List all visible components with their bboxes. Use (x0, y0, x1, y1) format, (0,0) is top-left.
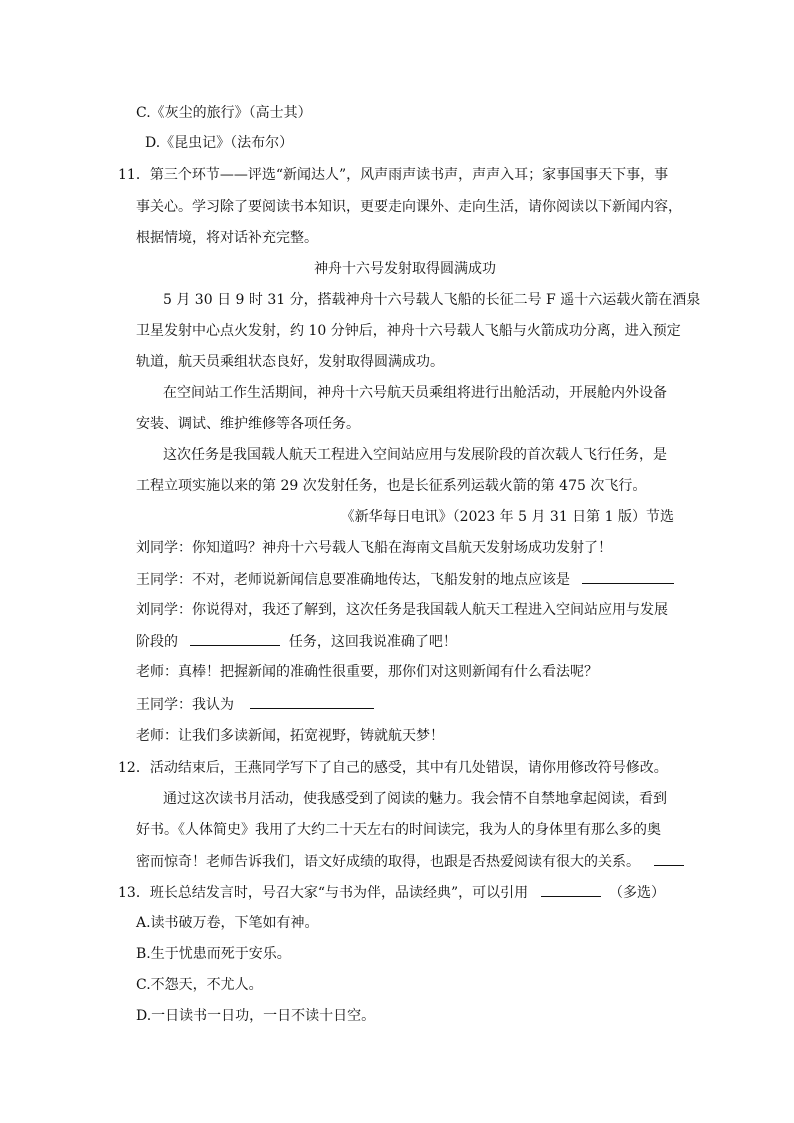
dialogue-liu-1: 刘同学：你知道吗？神舟十六号载人飞船在海南文昌航天发射场成功发射了！ (136, 540, 612, 556)
dialogue-liu-2b-post: 任务，这回我说准确了吧！ (288, 634, 457, 650)
q12-line3 (136, 851, 684, 872)
answer-blank-launch-site[interactable] (582, 569, 674, 584)
q13-stem (118, 882, 665, 903)
news-title: 神舟十六号发射取得圆满成功 (314, 261, 496, 277)
dialogue-wang-1 (136, 569, 674, 590)
news-para3-line2: 工程立项实施以来的第 29 次发射任务，也是长征系列运载火箭的第 475 次飞行。 (136, 478, 647, 494)
q13-option-b: B.生于忧患而死于安乐。 (136, 946, 291, 962)
answer-blank-mission[interactable] (190, 631, 280, 646)
news-para2-line2: 安装、调试、维护维修等各项任务。 (136, 416, 360, 432)
dialogue-liu-2b (136, 631, 457, 652)
answer-blank-q13[interactable] (541, 882, 601, 897)
q10-option-d: D.《昆虫记》（法布尔） (145, 135, 294, 151)
dialogue-teacher-1: 老师：真棒！把握新闻的准确性很重要，那你们对这则新闻有什么看法呢？ (136, 664, 598, 680)
dialogue-wang-2-text: 王同学：我认为 (136, 697, 234, 713)
q11-stem-line1: 11．第三个环节——评选“新闻达人”，风声雨声读书声，声声入耳；家事国事天下事，事 (118, 167, 669, 183)
dialogue-liu-2b-pre: 阶段的 (136, 634, 178, 650)
dialogue-liu-2: 刘同学：你说得对，我还了解到，这次任务是我国载人航天工程进入空间站应用与发展 (136, 602, 668, 618)
answer-blank-opinion[interactable] (250, 694, 374, 709)
q10-option-c: C.《灰尘的旅行》（高士其） (136, 105, 312, 121)
q13-stem-pre: 13．班长总结发言时，号召大家“与书为伴，品读经典”，可以引用 (118, 885, 529, 901)
q13-option-c: C.不怨天，不尤人。 (136, 977, 263, 993)
news-para2-line1: 在空间站工作生活期间，神舟十六号航天员乘组将进行出舱活动，开展舱内外设备 (163, 385, 667, 401)
news-para1-line1: 5 月 30 日 9 时 31 分，搭载神舟十六号载人飞船的长征二号 F 遥十六运载火箭在酒泉 (163, 292, 701, 308)
news-source: 《新华每日电讯》（2023 年 5 月 31 日第 1 版）节选 (340, 509, 674, 525)
news-para1-line3: 轨道，航天员乘组状态良好，发射取得圆满成功。 (136, 354, 444, 370)
q12-line2: 好书。《人体简史》我用了大约二十天左右的时间读完，我为人的身体里有那么多的奥 (136, 822, 661, 838)
answer-blank-q12[interactable] (654, 851, 684, 866)
news-para3-line1: 这次任务是我国载人航天工程进入空间站应用与发展阶段的首次载人飞行任务，是 (163, 447, 667, 463)
q13-stem-post: （多选） (609, 885, 666, 901)
dialogue-wang-1-text: 王同学：不对，老师说新闻信息要准确地传达，飞船发射的地点应该是 (136, 572, 570, 588)
q13-option-a: A.读书破万卷，下笔如有神。 (136, 915, 319, 931)
q12-line3-text: 密而惊奇！老师告诉我们，语文好成绩的取得，也跟是否热爱阅读有很大的关系。 (136, 854, 640, 870)
q12-stem: 12．活动结束后，王燕同学写下了自己的感受，其中有几处错误，请你用修改符号修改。 (118, 760, 668, 776)
q13-option-d: D.一日读书一日功，一日不读十日空。 (136, 1008, 376, 1024)
q11-stem-line2: 事关心。学习除了要阅读书本知识，更要走向课外、走向生活，请你阅读以下新闻内容， (136, 199, 682, 215)
dialogue-teacher-2: 老师：让我们多读新闻，拓宽视野，铸就航天梦！ (136, 728, 444, 744)
q12-line1: 通过这次读书月活动，使我感受到了阅读的魅力。我会情不自禁地拿起阅读，看到 (163, 791, 667, 807)
news-para1-line2: 卫星发射中心点火发射，约 10 分钟后，神舟十六号载人飞船与火箭成功分离，进入预定 (136, 323, 681, 339)
q11-stem-line3: 根据情境，将对话补充完整。 (136, 230, 318, 246)
dialogue-wang-2 (136, 694, 374, 715)
